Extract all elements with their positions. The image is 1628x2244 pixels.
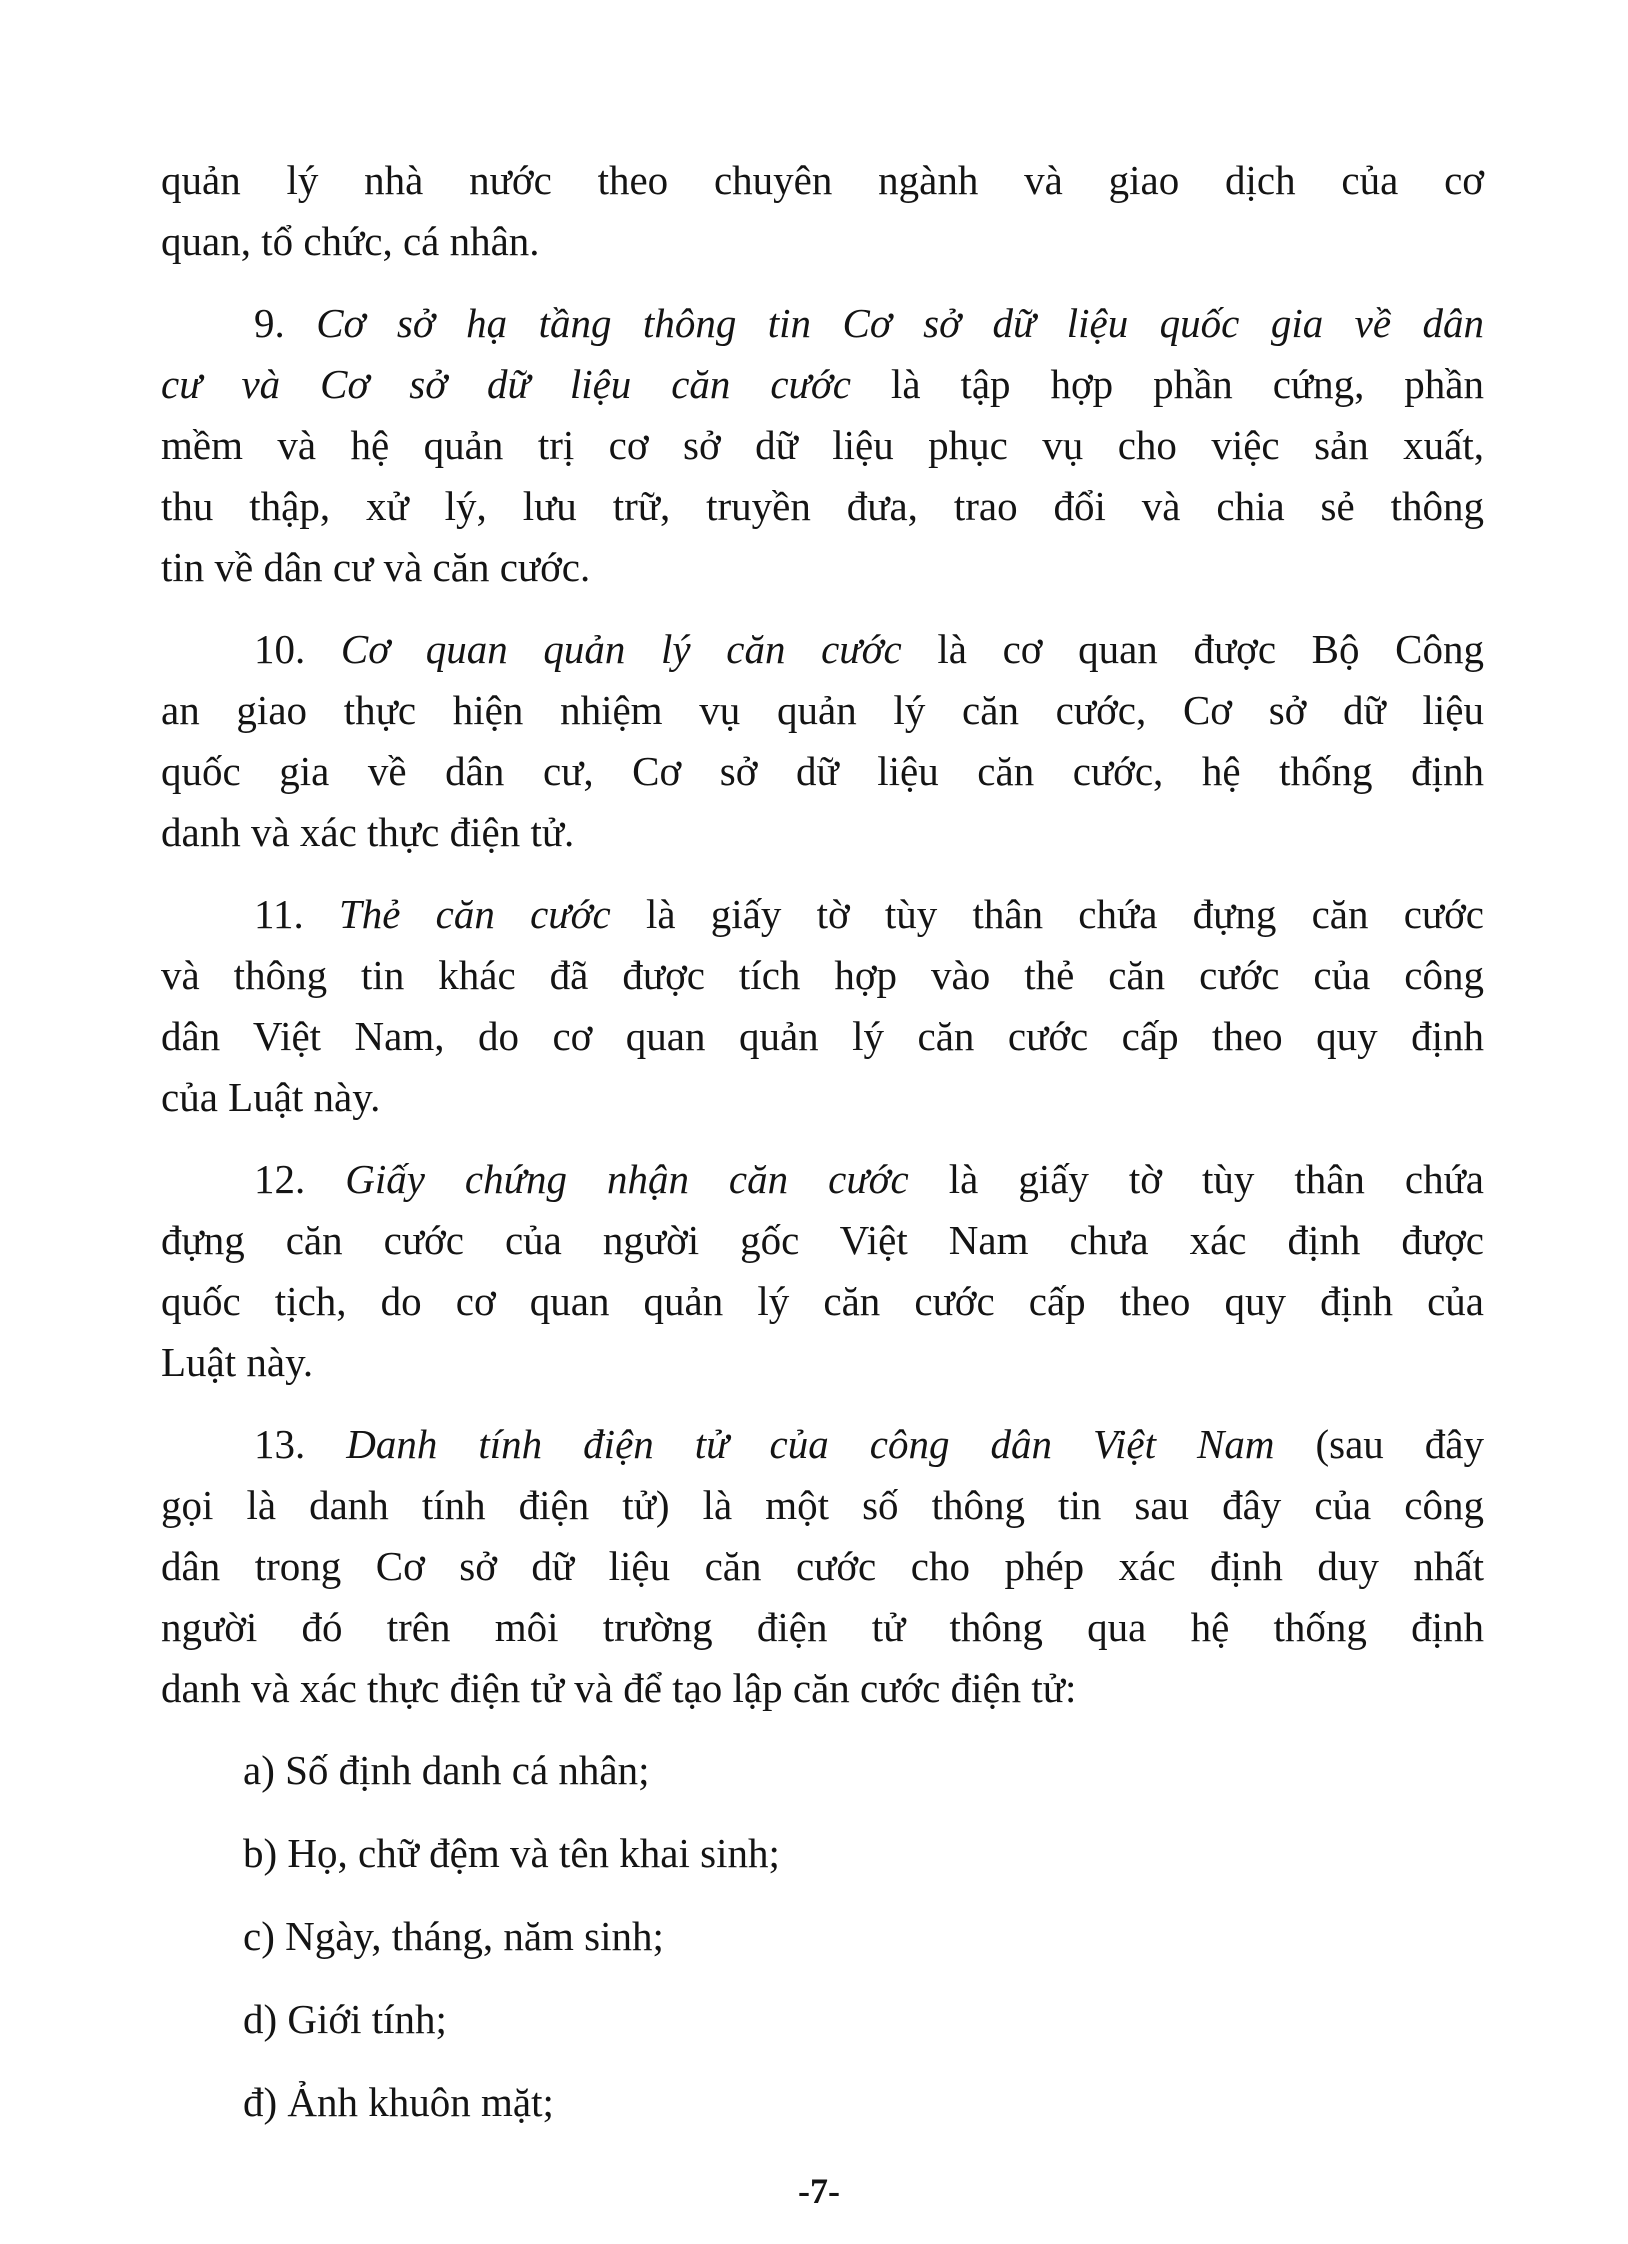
text-line bbox=[161, 619, 1484, 680]
defined-term: Giấy chứng nhận căn cước bbox=[345, 1156, 909, 1202]
text-segment: mềm và hệ quản trị cơ sở dữ liệu phục vụ cho việc sản xuất, bbox=[161, 422, 1484, 468]
page-number-label: -7- bbox=[798, 2171, 840, 2211]
defined-term: Cơ sở hạ tầng thông tin Cơ sở dữ liệu quốc gia về dân bbox=[316, 300, 1484, 346]
page-number bbox=[0, 2161, 1628, 2222]
text-segment: và thông tin khác đã được tích hợp vào thẻ căn cước của công bbox=[161, 952, 1484, 998]
text-segment: gọi là danh tính điện tử) là một số thông tin sau đây của công bbox=[161, 1482, 1484, 1528]
text-segment: quốc gia về dân cư, Cơ sở dữ liệu căn cước, hệ thống định bbox=[161, 748, 1484, 794]
text-line bbox=[161, 1414, 1484, 1475]
list-item-c: c) Ngày, tháng, năm sinh; bbox=[243, 1913, 664, 1959]
text-segment: 11. bbox=[254, 891, 339, 937]
text-line bbox=[161, 211, 1484, 272]
text-line bbox=[161, 1149, 1484, 1210]
text-segment: quản lý nhà nước theo chuyên ngành và giao dịch của cơ bbox=[161, 157, 1484, 203]
text-segment: dân trong Cơ sở dữ liệu căn cước cho phép xác định duy nhất bbox=[161, 1543, 1484, 1589]
list-item-b: b) Họ, chữ đệm và tên khai sinh; bbox=[243, 1830, 780, 1876]
text-segment: của Luật này. bbox=[161, 1074, 381, 1120]
text-line bbox=[161, 1006, 1484, 1067]
text-segment: 10. bbox=[254, 626, 341, 672]
text-segment: thu thập, xử lý, lưu trữ, truyền đưa, trao đổi và chia sẻ thông bbox=[161, 483, 1484, 529]
text-line bbox=[161, 741, 1484, 802]
text-line bbox=[161, 884, 1484, 945]
text-segment: quốc tịch, do cơ quan quản lý căn cước cấp theo quy định của bbox=[161, 1278, 1484, 1324]
text-segment: là giấy tờ tùy thân chứa bbox=[908, 1156, 1485, 1202]
defined-term: cư và Cơ sở dữ liệu căn cước bbox=[161, 361, 851, 407]
text-line bbox=[161, 537, 1484, 598]
text-segment: đựng căn cước của người gốc Việt Nam chưa xác định được bbox=[161, 1217, 1484, 1263]
text-line bbox=[161, 802, 1484, 863]
text-line bbox=[161, 680, 1484, 741]
text-segment: quan, tổ chức, cá nhân. bbox=[161, 218, 540, 264]
text-segment: Luật này. bbox=[161, 1339, 314, 1385]
text-line bbox=[161, 1271, 1484, 1332]
text-line bbox=[161, 415, 1484, 476]
text-segment: 13. bbox=[254, 1421, 347, 1467]
defined-term: Thẻ căn cước bbox=[338, 891, 611, 937]
text-line bbox=[161, 1332, 1484, 1393]
text-line bbox=[161, 1536, 1484, 1597]
text-segment: danh và xác thực điện tử và để tạo lập căn cước điện tử: bbox=[161, 1665, 1077, 1711]
paragraph-8-continuation bbox=[161, 150, 1484, 272]
text-segment: tin về dân cư và căn cước. bbox=[161, 544, 591, 590]
text-segment: là tập hợp phần cứng, phần bbox=[851, 361, 1484, 407]
text-line bbox=[161, 354, 1484, 415]
text-segment: là giấy tờ tùy thân chứa đựng căn cước bbox=[610, 891, 1484, 937]
list-item-a: a) Số định danh cá nhân; bbox=[243, 1747, 650, 1793]
text-segment: danh và xác thực điện tử. bbox=[161, 809, 575, 855]
paragraph-10 bbox=[161, 619, 1484, 863]
paragraph-12 bbox=[161, 1149, 1484, 1393]
text-segment: 12. bbox=[254, 1156, 346, 1202]
paragraph-11 bbox=[161, 884, 1484, 1128]
text-line bbox=[161, 1210, 1484, 1271]
text-segment: (sau đây bbox=[1274, 1421, 1484, 1467]
text-segment: là cơ quan được Bộ Công bbox=[901, 626, 1485, 672]
body-text bbox=[161, 150, 1484, 2155]
text-line bbox=[161, 293, 1484, 354]
defined-term: Danh tính điện tử của công dân Việt Nam bbox=[346, 1421, 1275, 1467]
text-segment: dân Việt Nam, do cơ quan quản lý căn cước cấp theo quy định bbox=[161, 1013, 1484, 1059]
text-segment: an giao thực hiện nhiệm vụ quản lý căn cước, Cơ sở dữ liệu bbox=[161, 687, 1484, 733]
text-line bbox=[161, 1658, 1484, 1719]
text-line bbox=[161, 476, 1484, 537]
list-item-d: d) Giới tính; bbox=[243, 1996, 447, 2042]
paragraph-9 bbox=[161, 293, 1484, 598]
text-segment: 9. bbox=[254, 300, 317, 346]
identity-fields-list bbox=[161, 1740, 1484, 2133]
text-line bbox=[161, 945, 1484, 1006]
list-item-dd: đ) Ảnh khuôn mặt; bbox=[243, 2079, 554, 2125]
paragraph-13 bbox=[161, 1414, 1484, 1719]
text-line bbox=[161, 1067, 1484, 1128]
text-line bbox=[161, 1597, 1484, 1658]
text-line bbox=[161, 1475, 1484, 1536]
text-line bbox=[161, 150, 1484, 211]
text-segment: người đó trên môi trường điện tử thông qua hệ thống định bbox=[161, 1604, 1484, 1650]
defined-term: Cơ quan quản lý căn cước bbox=[340, 626, 902, 672]
